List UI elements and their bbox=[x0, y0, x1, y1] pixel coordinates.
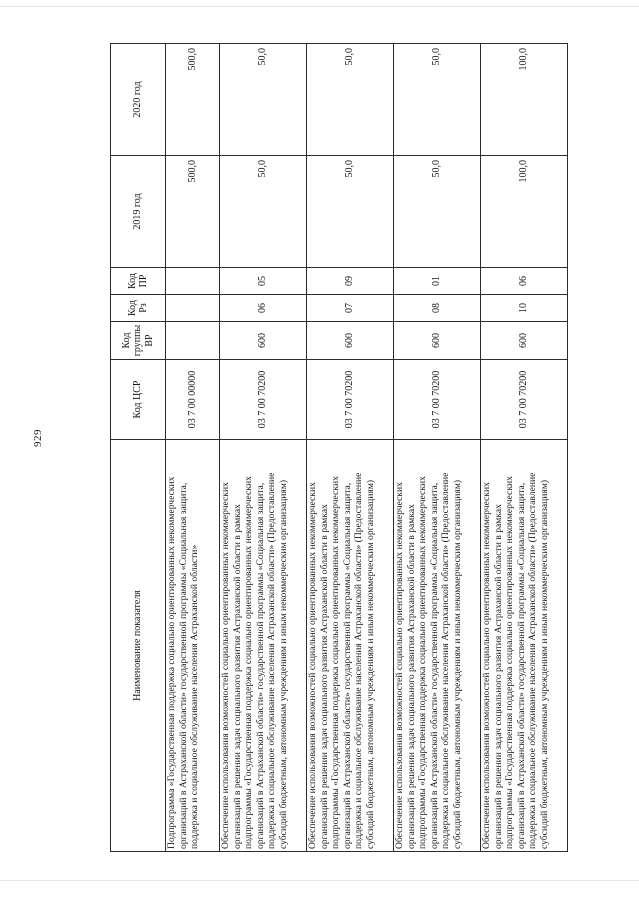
row-year-2020: 50,0 bbox=[220, 44, 307, 156]
header-group: Код группы ВР bbox=[111, 322, 166, 360]
row-group: 600 bbox=[394, 322, 481, 360]
row-pr: 01 bbox=[394, 268, 481, 295]
row-year-2020: 50,0 bbox=[394, 44, 481, 156]
row-csr: 03 7 00 70200 bbox=[481, 360, 568, 440]
row-year-2020: 500,0 bbox=[166, 44, 220, 156]
page-number: 929 bbox=[32, 429, 44, 447]
row-pr: 06 bbox=[481, 268, 568, 295]
row-year-2019: 500,0 bbox=[166, 156, 220, 268]
header-name: Наименование показателя bbox=[111, 440, 166, 852]
row-csr: 03 7 00 70200 bbox=[394, 360, 481, 440]
row-year-2020: 50,0 bbox=[307, 44, 394, 156]
row-pr: 09 bbox=[307, 268, 394, 295]
row-pr bbox=[166, 268, 220, 295]
row-group bbox=[166, 322, 220, 360]
header-rz: Код Рз bbox=[111, 295, 166, 322]
row-year-2019: 50,0 bbox=[394, 156, 481, 268]
header-year-2020: 2020 год bbox=[111, 44, 166, 156]
row-csr: 03 7 00 00000 bbox=[166, 360, 220, 440]
row-rz bbox=[166, 295, 220, 322]
row-year-2019: 50,0 bbox=[220, 156, 307, 268]
table-row bbox=[394, 44, 481, 852]
table-row bbox=[481, 44, 568, 852]
row-rz: 07 bbox=[307, 295, 394, 322]
header-pr: Код ПР bbox=[111, 268, 166, 295]
header-year-2019: 2019 год bbox=[111, 156, 166, 268]
budget-table-container bbox=[110, 44, 568, 852]
row-name: Обеспечение использования возможностей социально ориентированных некоммерческих организаций в решении задач социального развития Астраханской области в рамках подпрограммы «Государственная поддержка социально ориентированных некоммерческих организаций в Астраханской области» государственной программы «Социальная защита, поддержка и социальное обслуживание населения Астраханской области» (Предоставление субсидий бюджетным, автономным учреждениям и иным некоммерческим организациям) bbox=[481, 440, 568, 852]
row-name: Обеспечение использования возможностей социально ориентированных некоммерческих организаций в решении задач социального развития Астраханской области в рамках подпрограммы «Государственная поддержка социально ориентированных некоммерческих организаций в Астраханской области» государственной программы «Социальная защита, поддержка и социальное обслуживание населения Астраханской области» (Предоставление субсидий бюджетным, автономным учреждениям и иным некоммерческим организациям) bbox=[220, 440, 307, 852]
scan-edge-bottom bbox=[0, 880, 639, 881]
row-group: 600 bbox=[307, 322, 394, 360]
table-row bbox=[307, 44, 394, 852]
table-header-row bbox=[111, 44, 166, 852]
row-csr: 03 7 00 70200 bbox=[220, 360, 307, 440]
row-name: Обеспечение использования возможностей социально ориентированных некоммерческих организаций в решении задач социального развития Астраханской области в рамках подпрограммы «Государственная поддержка социально ориентированных некоммерческих организаций в Астраханской области» государственной программы «Социальная защита, поддержка и социальное обслуживание населения Астраханской области» (Предоставление субсидий бюджетным, автономным учреждениям и иным некоммерческим организациям) bbox=[307, 440, 394, 852]
row-rz: 10 bbox=[481, 295, 568, 322]
scan-edge-top bbox=[0, 6, 639, 7]
header-csr: Код ЦСР bbox=[111, 360, 166, 440]
table-row bbox=[166, 44, 220, 852]
row-group: 600 bbox=[481, 322, 568, 360]
row-name: Обеспечение использования возможностей социально ориентированных некоммерческих организаций в решении задач социального развития Астраханской области в рамках подпрограммы «Государственная поддержка социально ориентированных некоммерческих организаций в Астраханской области» государственной программы «Социальная защита, поддержка и социальное обслуживание населения Астраханской области» (Предоставление субсидий бюджетным, автономным учреждениям и иным некоммерческим организациям) bbox=[394, 440, 481, 852]
table-row bbox=[220, 44, 307, 852]
row-rz: 08 bbox=[394, 295, 481, 322]
row-year-2019: 100,0 bbox=[481, 156, 568, 268]
row-year-2019: 50,0 bbox=[307, 156, 394, 268]
row-group: 600 bbox=[220, 322, 307, 360]
row-name: Подпрограмма «Государственная поддержка социально ориентированных некоммерческих организаций в Астраханской области» государственной программы «Социальная защита, поддержка и социальное обслуживание населения Астраханской области» bbox=[166, 440, 220, 852]
row-csr: 03 7 00 70200 bbox=[307, 360, 394, 440]
row-rz: 06 bbox=[220, 295, 307, 322]
budget-table bbox=[110, 43, 568, 852]
row-year-2020: 100,0 bbox=[481, 44, 568, 156]
row-pr: 05 bbox=[220, 268, 307, 295]
